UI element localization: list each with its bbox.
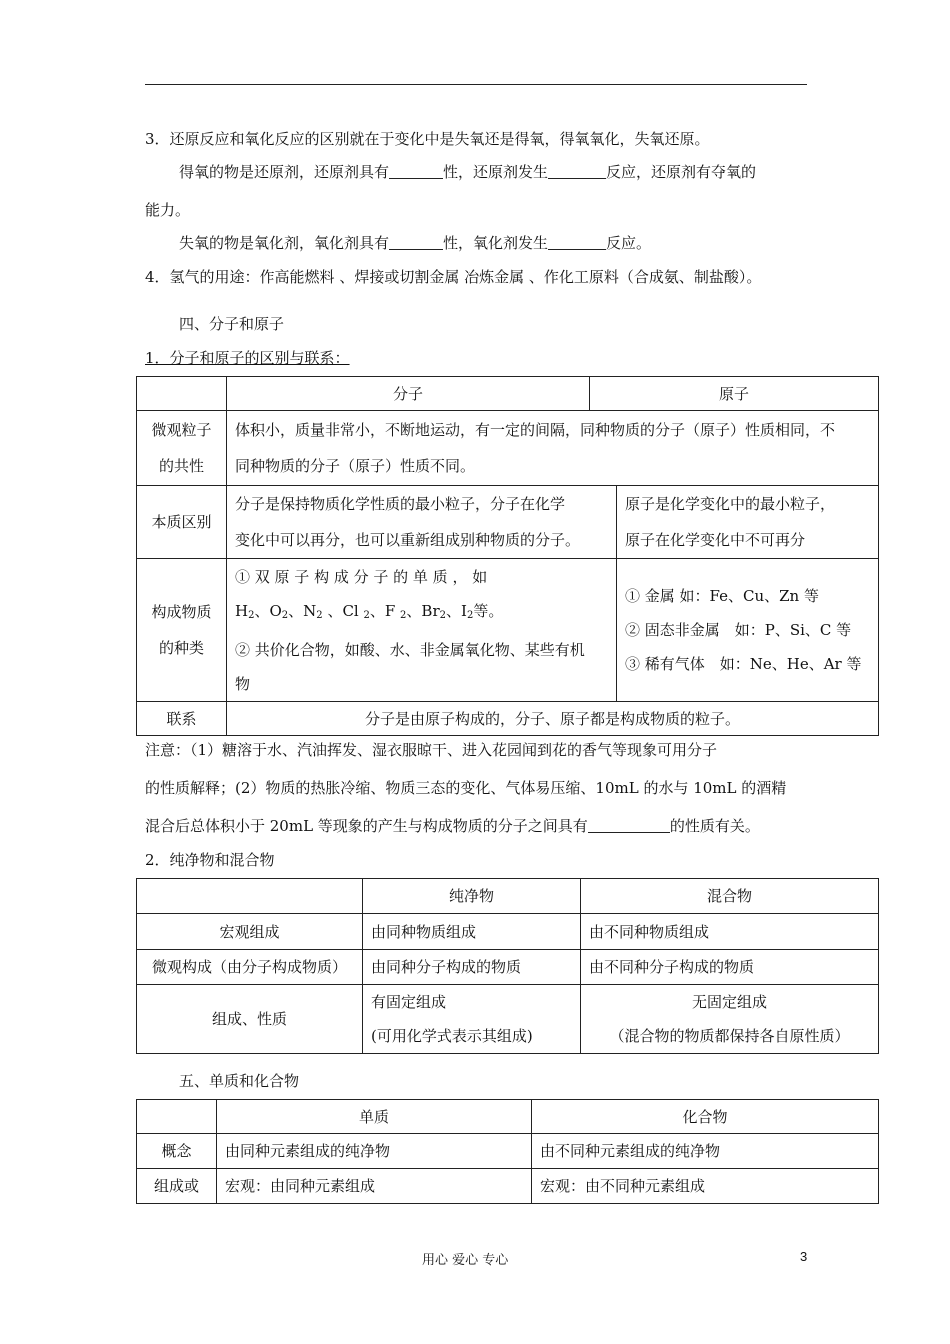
- table-row: [137, 559, 879, 702]
- table-row: [137, 486, 879, 559]
- row-label: 组成、性质: [137, 985, 363, 1054]
- table-cell: 由不同种物质组成: [581, 914, 879, 950]
- header-mixture: 混合物: [581, 879, 879, 914]
- row-label: 本质区别: [137, 486, 227, 559]
- atom-essence: 原子是化学变化中的最小粒子， 原子在化学变化中不可再分: [617, 486, 879, 559]
- fill-blank[interactable]: [389, 234, 443, 250]
- table-cell: 有固定组成 (可用化学式表示其组成): [363, 985, 581, 1054]
- row-label: 微观构成（由分子构成物质）: [137, 950, 363, 985]
- item-1-title: 1．分子和原子的区别与联系：: [145, 349, 350, 367]
- table-row: [137, 879, 879, 914]
- fill-blank[interactable]: [548, 163, 606, 179]
- note-line-2: 的性质解释；(2）物质的热胀冷缩、物质三态的变化、气体易压缩、10mL 的水与 10mL 的酒精: [145, 779, 787, 797]
- table-row: [137, 985, 879, 1054]
- header-pure: 纯净物: [363, 879, 581, 914]
- table-cell: 由同种元素组成的纯净物: [217, 1134, 532, 1169]
- header-atom: 原子: [590, 377, 879, 411]
- item-2-title: 2．纯净物和混合物: [145, 851, 275, 869]
- molecule-essence: 分子是保持物质化学性质的最小粒子，分子在化学 变化中可以再分，也可以重新组成别种物质的分子。: [227, 486, 617, 559]
- relation-text: 分子是由原子构成的，分子、原子都是构成物质的粒子。: [227, 702, 879, 736]
- table-row: [137, 702, 879, 736]
- header-compound: 化合物: [532, 1100, 879, 1134]
- table-row: [137, 1169, 879, 1204]
- table-cell: 无固定组成 （混合物的物质都保持各自原性质）: [581, 985, 879, 1054]
- item-4-hydrogen-uses: 4．氢气的用途：作高能燃料 、焊接或切割金属 冶炼金属 、作化工原料（合成氨、制盐酸）。: [145, 268, 762, 286]
- table-row: [137, 1100, 879, 1134]
- row-label: 构成物质 的种类: [137, 559, 227, 702]
- item-3-reducer-line: 得氧的物是还原剂，还原剂具有 性，还原剂发生 反应，还原剂有夺氧的: [179, 163, 757, 181]
- row-label: 宏观组成: [137, 914, 363, 950]
- row-label: 概念: [137, 1134, 217, 1169]
- table-row: [137, 377, 879, 411]
- page-number: 3: [800, 1249, 808, 1264]
- common-properties: 体积小，质量非常小，不断地运动，有一定的间隔，同种物质的分子（原子）性质相同，不 同种物质的分子（原子）性质不同。: [227, 411, 879, 486]
- table-cell: 宏观：由不同种元素组成: [532, 1169, 879, 1204]
- header-molecule: 分子: [227, 377, 590, 411]
- table-row: [137, 411, 879, 486]
- table-row: [137, 914, 879, 950]
- item-3-oxidizer-line: 失氧的物是氧化剂，氧化剂具有 性，氧化剂发生 反应。: [179, 234, 652, 252]
- footer-motto: 用心 爱心 专心: [422, 1253, 509, 1268]
- header-rule: [145, 84, 807, 85]
- table-cell: 由不同种分子构成的物质: [581, 950, 879, 985]
- table-cell: 由同种物质组成: [363, 914, 581, 950]
- table-cell: 由同种分子构成的物质: [363, 950, 581, 985]
- element-compound-table: [136, 1099, 879, 1204]
- table-cell: [137, 1100, 217, 1134]
- table-cell: [137, 879, 363, 914]
- note-line-1: 注意：（1）糖溶于水、汽油挥发、湿衣服晾干、进入花园闻到花的香气等现象可用分子: [145, 741, 718, 759]
- section-5-title: 五、单质和化合物: [179, 1072, 300, 1090]
- fill-blank[interactable]: [588, 817, 670, 833]
- fill-blank[interactable]: [548, 234, 606, 250]
- item-3-line: 3．还原反应和氧化反应的区别就在于变化中是失氧还是得氧，得氧氧化，失氧还原。: [145, 130, 710, 148]
- table-row: [137, 1134, 879, 1169]
- table-cell: 宏观：由同种元素组成: [217, 1169, 532, 1204]
- fill-blank[interactable]: [389, 163, 443, 179]
- row-label: 联系: [137, 702, 227, 736]
- table-cell: 由不同种元素组成的纯净物: [532, 1134, 879, 1169]
- table-row: [137, 950, 879, 985]
- molecule-atom-table: [136, 376, 879, 736]
- pure-mixture-table: [136, 878, 879, 1054]
- note-line-3: 混合后总体积小于 20mL 等现象的产生与构成物质的分子之间具有 的性质有关。: [145, 817, 760, 835]
- diatomic-formulas: $H_2$、$O_2$、$N_2$ 、Cl $_2$、F $_2$、$Br_2$、$I_2$等。: [235, 601, 504, 621]
- header-element: 单质: [217, 1100, 532, 1134]
- section-4-title: 四、分子和原子: [179, 315, 285, 333]
- row-label: 微观粒子 的共性: [137, 411, 227, 486]
- atom-substances: ① 金属 如：Fe、Cu、Zn 等 ② 固态非金属 如：P、Si、C 等 ③ 稀有气体 如：Ne、He、Ar 等: [617, 559, 879, 702]
- row-label: 组成或: [137, 1169, 217, 1204]
- item-3-ability: 能力。: [145, 201, 191, 219]
- table-cell: [137, 377, 227, 411]
- molecule-substances: ① 双 原 子 构 成 分 子 的 单 质 ， 如 $H_2$、$O_2$、$N_2$ 、Cl $_2$、F $_2$、$Br_2$、$I_2$等。 ② 共价化合物，如酸、水、非金属氧化物、某些有机 物: [227, 559, 617, 702]
